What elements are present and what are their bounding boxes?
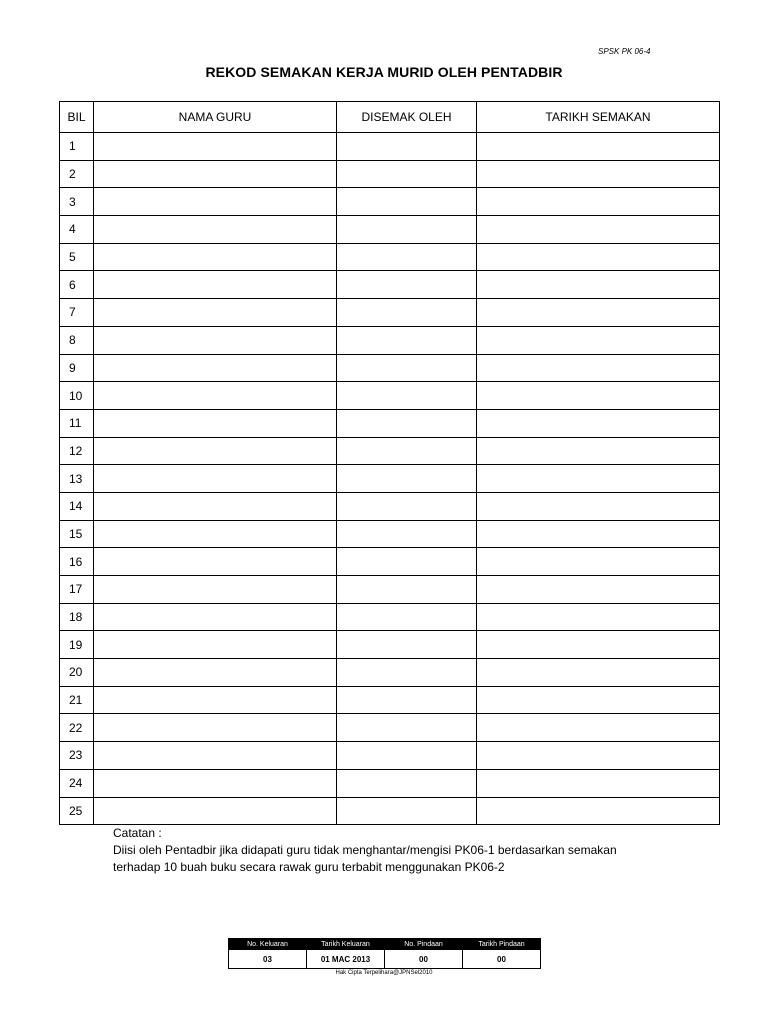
tarikh-semakan-cell[interactable] <box>477 603 720 631</box>
tarikh-semakan-cell[interactable] <box>477 382 720 410</box>
revision-header-no-pindaan: No. Pindaan <box>385 939 463 950</box>
disemak-oleh-cell[interactable] <box>337 742 477 770</box>
table-row <box>60 520 720 548</box>
header-bil: BIL <box>60 102 94 133</box>
nama-guru-cell[interactable] <box>94 769 337 797</box>
table-row <box>60 409 720 437</box>
table-row <box>60 714 720 742</box>
row-number: 10 <box>60 382 94 410</box>
tarikh-semakan-cell[interactable] <box>477 659 720 687</box>
disemak-oleh-cell[interactable] <box>337 160 477 188</box>
header-tarikh-semakan: TARIKH SEMAKAN <box>477 102 720 133</box>
table-row <box>60 576 720 604</box>
disemak-oleh-cell[interactable] <box>337 133 477 161</box>
nama-guru-cell[interactable] <box>94 188 337 216</box>
nama-guru-cell[interactable] <box>94 742 337 770</box>
tarikh-semakan-cell[interactable] <box>477 686 720 714</box>
nama-guru-cell[interactable] <box>94 382 337 410</box>
table-row <box>60 243 720 271</box>
header-nama-guru: NAMA GURU <box>94 102 337 133</box>
disemak-oleh-cell[interactable] <box>337 326 477 354</box>
row-number: 17 <box>60 576 94 604</box>
row-number: 21 <box>60 686 94 714</box>
tarikh-semakan-cell[interactable] <box>477 492 720 520</box>
row-number: 19 <box>60 631 94 659</box>
nama-guru-cell[interactable] <box>94 160 337 188</box>
disemak-oleh-cell[interactable] <box>337 437 477 465</box>
record-table <box>59 101 720 825</box>
revision-header-tarikh-keluaran: Tarikh Keluaran <box>307 939 385 950</box>
table-row <box>60 437 720 465</box>
row-number: 5 <box>60 243 94 271</box>
disemak-oleh-cell[interactable] <box>337 659 477 687</box>
nama-guru-cell[interactable] <box>94 133 337 161</box>
nama-guru-cell[interactable] <box>94 659 337 687</box>
disemak-oleh-cell[interactable] <box>337 492 477 520</box>
row-number: 3 <box>60 188 94 216</box>
tarikh-semakan-cell[interactable] <box>477 188 720 216</box>
nama-guru-cell[interactable] <box>94 520 337 548</box>
tarikh-semakan-cell[interactable] <box>477 326 720 354</box>
nama-guru-cell[interactable] <box>94 492 337 520</box>
nama-guru-cell[interactable] <box>94 714 337 742</box>
row-number: 9 <box>60 354 94 382</box>
nama-guru-cell[interactable] <box>94 631 337 659</box>
table-row <box>60 382 720 410</box>
tarikh-semakan-cell[interactable] <box>477 299 720 327</box>
table-row <box>60 797 720 825</box>
row-number: 15 <box>60 520 94 548</box>
row-number: 7 <box>60 299 94 327</box>
tarikh-semakan-cell[interactable] <box>477 437 720 465</box>
row-number: 12 <box>60 437 94 465</box>
header-disemak-oleh: DISEMAK OLEH <box>337 102 477 133</box>
form-code: SPSK PK 06-4 <box>598 47 651 56</box>
revision-tarikh-keluaran: 01 MAC 2013 <box>307 950 385 969</box>
row-number: 25 <box>60 797 94 825</box>
tarikh-semakan-cell[interactable] <box>477 243 720 271</box>
row-number: 23 <box>60 742 94 770</box>
table-row <box>60 216 720 244</box>
row-number: 1 <box>60 133 94 161</box>
table-row <box>60 326 720 354</box>
nama-guru-cell[interactable] <box>94 548 337 576</box>
disemak-oleh-cell[interactable] <box>337 686 477 714</box>
table-row <box>60 188 720 216</box>
disemak-oleh-cell[interactable] <box>337 271 477 299</box>
tarikh-semakan-cell[interactable] <box>477 714 720 742</box>
row-number: 4 <box>60 216 94 244</box>
tarikh-semakan-cell[interactable] <box>477 216 720 244</box>
revision-header-no-keluaran: No. Keluaran <box>229 939 307 950</box>
table-row <box>60 160 720 188</box>
disemak-oleh-cell[interactable] <box>337 631 477 659</box>
nama-guru-cell[interactable] <box>94 271 337 299</box>
disemak-oleh-cell[interactable] <box>337 548 477 576</box>
table-row <box>60 299 720 327</box>
nama-guru-cell[interactable] <box>94 437 337 465</box>
disemak-oleh-cell[interactable] <box>337 465 477 493</box>
row-number: 13 <box>60 465 94 493</box>
disemak-oleh-cell[interactable] <box>337 382 477 410</box>
row-number: 8 <box>60 326 94 354</box>
table-row <box>60 465 720 493</box>
nama-guru-cell[interactable] <box>94 409 337 437</box>
disemak-oleh-cell[interactable] <box>337 409 477 437</box>
table-row <box>60 742 720 770</box>
tarikh-semakan-cell[interactable] <box>477 769 720 797</box>
tarikh-semakan-cell[interactable] <box>477 520 720 548</box>
table-row <box>60 548 720 576</box>
nama-guru-cell[interactable] <box>94 797 337 825</box>
revision-no-pindaan: 00 <box>385 950 463 969</box>
disemak-oleh-cell[interactable] <box>337 354 477 382</box>
revision-tarikh-pindaan: 00 <box>463 950 541 969</box>
nama-guru-cell[interactable] <box>94 299 337 327</box>
document-title: REKOD SEMAKAN KERJA MURID OLEH PENTADBIR <box>205 64 563 80</box>
revision-table <box>228 938 541 969</box>
table-row <box>60 659 720 687</box>
tarikh-semakan-cell[interactable] <box>477 548 720 576</box>
notes-line-1: Diisi oleh Pentadbir jika didapati guru tidak menghantar/mengisi PK06-1 berdasarkan semakan <box>113 843 617 857</box>
revision-value-row <box>229 950 541 969</box>
revision-no-keluaran: 03 <box>229 950 307 969</box>
nama-guru-cell[interactable] <box>94 686 337 714</box>
tarikh-semakan-cell[interactable] <box>477 160 720 188</box>
notes-section <box>113 825 617 876</box>
tarikh-semakan-cell[interactable] <box>477 797 720 825</box>
table-row <box>60 492 720 520</box>
disemak-oleh-cell[interactable] <box>337 299 477 327</box>
row-number: 24 <box>60 769 94 797</box>
row-number: 22 <box>60 714 94 742</box>
row-number: 14 <box>60 492 94 520</box>
disemak-oleh-cell[interactable] <box>337 216 477 244</box>
nama-guru-cell[interactable] <box>94 326 337 354</box>
record-table-body <box>60 133 720 825</box>
table-row <box>60 631 720 659</box>
revision-header-row <box>229 939 541 950</box>
table-row <box>60 769 720 797</box>
nama-guru-cell[interactable] <box>94 576 337 604</box>
tarikh-semakan-cell[interactable] <box>477 631 720 659</box>
table-row <box>60 603 720 631</box>
tarikh-semakan-cell[interactable] <box>477 133 720 161</box>
table-row <box>60 133 720 161</box>
tarikh-semakan-cell[interactable] <box>477 271 720 299</box>
nama-guru-cell[interactable] <box>94 354 337 382</box>
tarikh-semakan-cell[interactable] <box>477 576 720 604</box>
nama-guru-cell[interactable] <box>94 603 337 631</box>
row-number: 2 <box>60 160 94 188</box>
tarikh-semakan-cell[interactable] <box>477 742 720 770</box>
row-number: 11 <box>60 409 94 437</box>
tarikh-semakan-cell[interactable] <box>477 465 720 493</box>
notes-line-2: terhadap 10 buah buku secara rawak guru terbabit menggunakan PK06-2 <box>113 860 505 874</box>
disemak-oleh-cell[interactable] <box>337 520 477 548</box>
row-number: 20 <box>60 659 94 687</box>
table-header-row <box>60 102 720 133</box>
table-row <box>60 271 720 299</box>
nama-guru-cell[interactable] <box>94 465 337 493</box>
disemak-oleh-cell[interactable] <box>337 576 477 604</box>
row-number: 6 <box>60 271 94 299</box>
notes-label: Catatan : <box>113 826 162 840</box>
disemak-oleh-cell[interactable] <box>337 797 477 825</box>
disemak-oleh-cell[interactable] <box>337 769 477 797</box>
nama-guru-cell[interactable] <box>94 216 337 244</box>
row-number: 16 <box>60 548 94 576</box>
table-row <box>60 686 720 714</box>
copyright-text: Hak Cipta Terpelihara@JPNSel2010 <box>335 970 433 976</box>
disemak-oleh-cell[interactable] <box>337 714 477 742</box>
disemak-oleh-cell[interactable] <box>337 243 477 271</box>
nama-guru-cell[interactable] <box>94 243 337 271</box>
tarikh-semakan-cell[interactable] <box>477 409 720 437</box>
tarikh-semakan-cell[interactable] <box>477 354 720 382</box>
row-number: 18 <box>60 603 94 631</box>
disemak-oleh-cell[interactable] <box>337 188 477 216</box>
revision-header-tarikh-pindaan: Tarikh Pindaan <box>463 939 541 950</box>
disemak-oleh-cell[interactable] <box>337 603 477 631</box>
table-row <box>60 354 720 382</box>
